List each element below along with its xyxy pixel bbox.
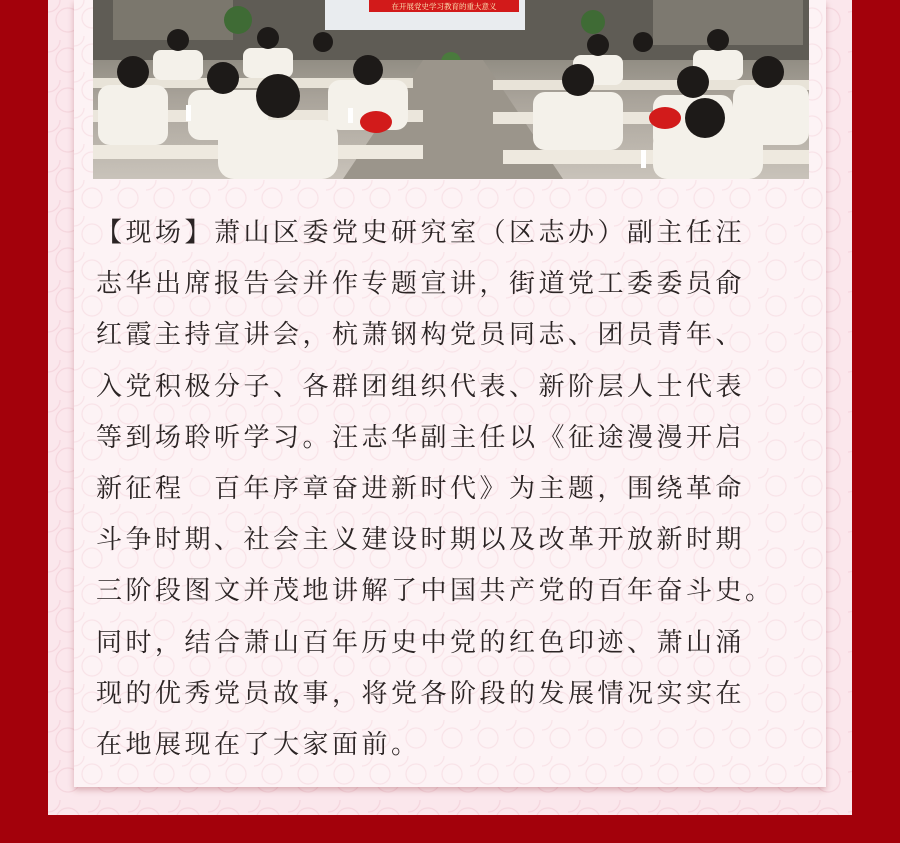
article-paragraph — [96, 208, 812, 771]
meeting-photo — [93, 0, 809, 179]
text-line: 现的优秀党员故事，将党各阶段的发展情况实实在 — [96, 678, 746, 709]
text-line: 等到场聆听学习。汪志华副主任以《征途漫漫开启 — [96, 422, 746, 453]
text-line: 在地展现在了大家面前。 — [96, 730, 421, 761]
text-line: 志华出席报告会并作专题宣讲，街道党工委委员俞 — [96, 269, 746, 300]
text-line: 红霞主持宣讲会，杭萧钢构党员同志、团员青年、 — [96, 320, 746, 351]
text-line: 入党积极分子、各群团组织代表、新阶层人士代表 — [96, 371, 746, 402]
text-line: 新征程 百年序章奋进新时代》为主题，围绕革命 — [96, 474, 746, 505]
text-line: 三阶段图文并茂地讲解了中国共产党的百年奋斗史。 — [96, 576, 775, 607]
text-line: 斗争时期、社会主义建设时期以及改革开放新时期 — [96, 525, 746, 556]
text-line: 【现场】萧山区委党史研究室（区志办）副主任汪 — [96, 218, 746, 248]
text-line: 同时，结合萧山百年历史中党的红色印迹、萧山涌 — [96, 627, 746, 658]
banner-text: 在开展党史学习教育的重大意义 — [391, 2, 497, 11]
